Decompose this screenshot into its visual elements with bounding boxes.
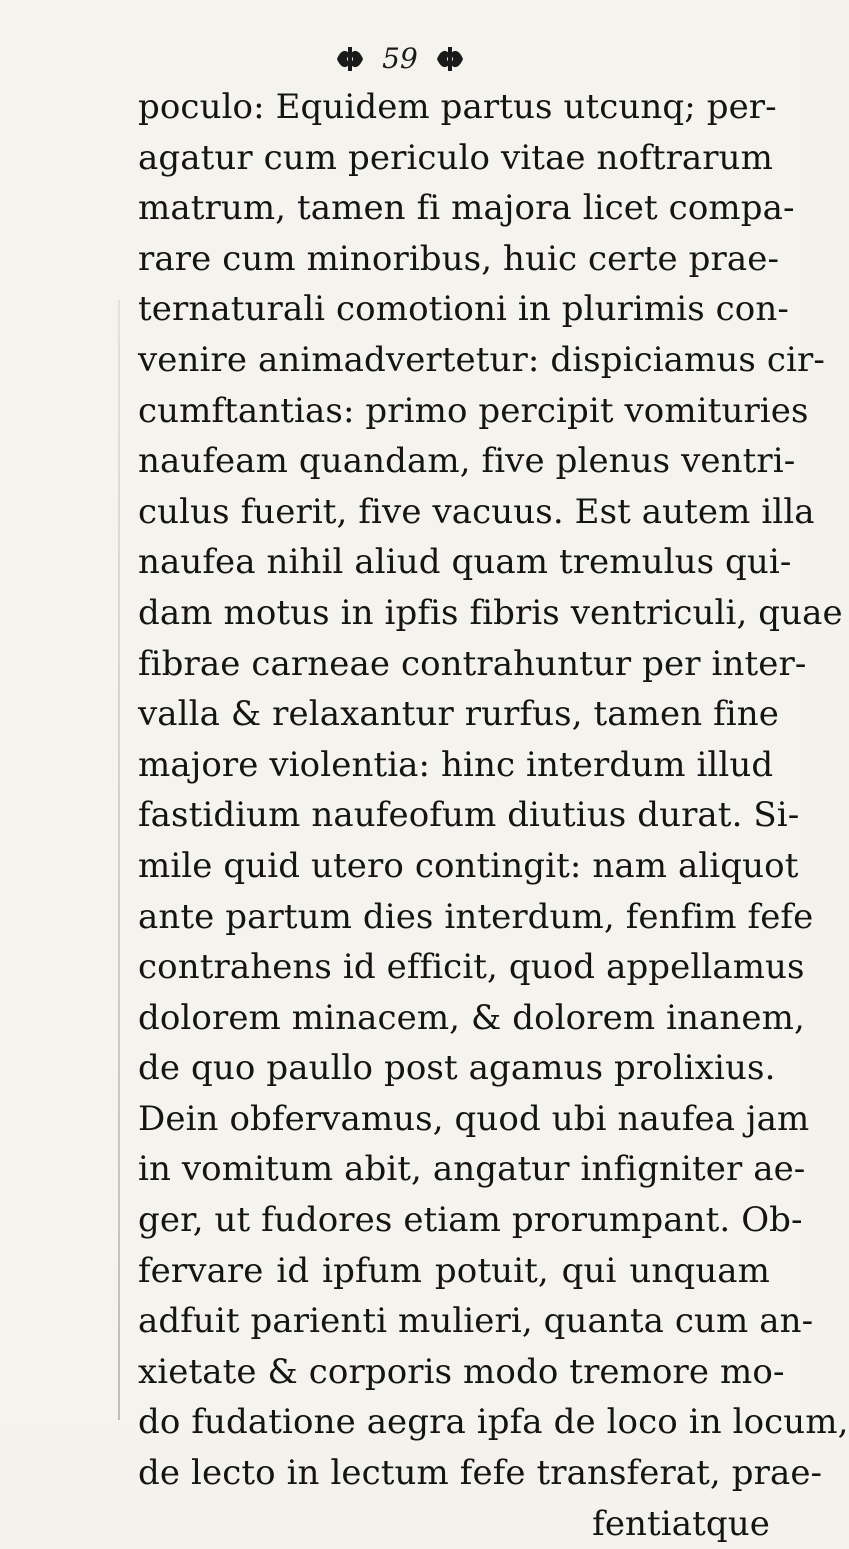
page-edge-shadow — [118, 300, 120, 1420]
text-line: de lecto in lectum fefe transferat, prae- — [138, 1453, 823, 1494]
text-line: fibrae carneae contrahuntur per inter- — [138, 643, 807, 684]
text-line: do fudatione aegra ipfa de loco in locum, — [138, 1402, 849, 1443]
text-line: rare cum minoribus, huic certe prae- — [138, 238, 780, 279]
text-line: fastidium naufeofum diutius durat. Si- — [138, 795, 800, 836]
text-line: ante partum dies interdum, fenfim fefe — [138, 896, 814, 937]
text-line: culus fuerit, five vacuus. Est autem illa — [138, 491, 815, 532]
page-header — [0, 38, 800, 79]
text-line: fervare id ipfum potuit, qui unquam — [138, 1250, 770, 1291]
text-line: de quo paullo post agamus prolixius. — [138, 1048, 776, 1089]
text-line: ger, ut fudores etiam prorumpant. Ob- — [138, 1200, 803, 1241]
text-line: in vomitum abit, angatur infigniter ae- — [138, 1149, 806, 1190]
text-line: naufeam quandam, five plenus ventri- — [138, 441, 796, 482]
text-line: dam motus in ipfis fibris ventriculi, quae — [138, 592, 843, 633]
text-line: majore violentia: hinc interdum illud — [138, 744, 774, 785]
text-line: ternaturali comotioni in plurimis con- — [138, 289, 789, 330]
text-line: matrum, tamen fi majora licet compa- — [138, 188, 795, 229]
text-line: poculo: Equidem partus utcunq; per- — [138, 87, 777, 127]
catchword: fentiatque — [592, 1503, 770, 1544]
text-line: venire animadvertetur: dispiciamus cir- — [138, 339, 825, 380]
text-line: naufea nihil aliud quam tremulus qui- — [138, 542, 792, 583]
text-line: contrahens id efficit, quod appellamus — [138, 947, 805, 988]
page-number: 59 — [382, 42, 418, 75]
text-line: dolorem minacem, & dolorem inanem, — [138, 997, 805, 1038]
fleuron-left-icon — [333, 47, 367, 71]
text-line: valla & relaxantur rurfus, tamen fine — [138, 694, 779, 735]
text-line: agatur cum periculo vitae noftrarum — [138, 137, 773, 178]
text-line: Dein obfervamus, quod ubi naufea jam — [138, 1098, 810, 1139]
body-text — [138, 82, 849, 1549]
text-line: cumftantias: primo percipit vomituries — [138, 390, 809, 431]
text-line: xietate & corporis modo tremore mo- — [138, 1351, 785, 1392]
fleuron-right-icon — [433, 47, 467, 71]
text-line: mile quid utero contingit: nam aliquot — [138, 845, 799, 886]
text-line: adfuit parienti mulieri, quanta cum an- — [138, 1301, 814, 1342]
